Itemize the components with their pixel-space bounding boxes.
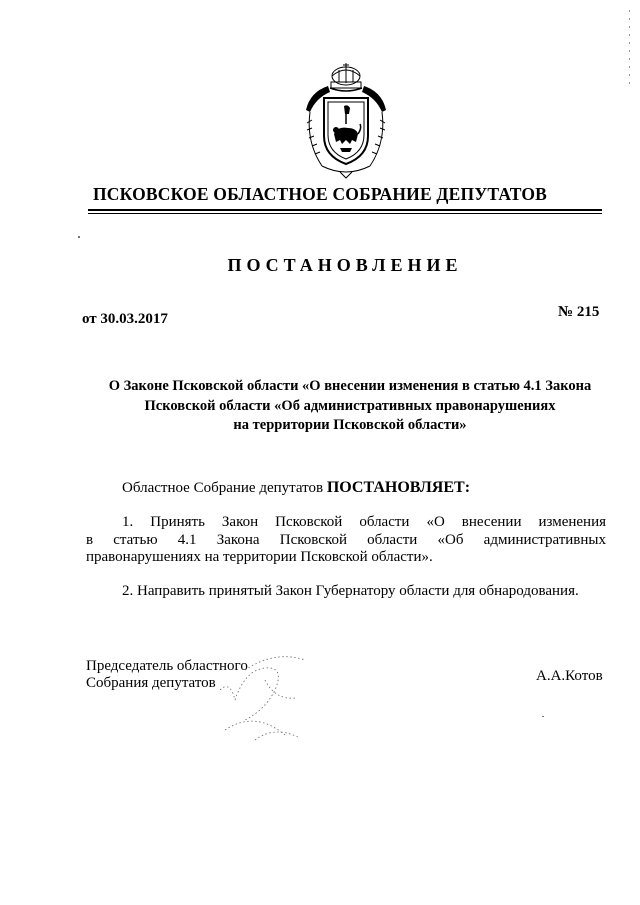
item-1-line-3: правонарушениях на территории Псковской области».: [86, 549, 433, 565]
coat-of-arms-icon: [300, 62, 392, 180]
signer-title-line: Председатель областного: [86, 658, 248, 674]
header-rule: [88, 209, 602, 211]
preamble-resolution: ПОСТАНОВЛЯЕТ:: [326, 479, 471, 496]
subject-line: О Законе Псковской области «О внесении изменения в статью 4.1 Закона: [108, 378, 592, 394]
document-date: от 30.03.2017: [82, 311, 168, 327]
subject-line: на территории Псковской области»: [233, 417, 467, 433]
document-number: № 215: [558, 304, 600, 320]
item-2: 2. Направить принятый Закон Губернатору области для обнародования.: [122, 583, 579, 599]
organization-title: ПСКОВСКОЕ ОБЛАСТНОЕ СОБРАНИЕ ДЕПУТАТОВ: [92, 184, 548, 204]
item-1-line-2: в статью 4.1 Закона Псковской области «Об административных: [86, 532, 606, 548]
document-type: ПОСТАНОВЛЕНИЕ: [227, 255, 463, 275]
signer-title-line: Собрания депутатов: [86, 675, 216, 691]
signature-icon: [205, 640, 315, 745]
preamble: [122, 479, 470, 497]
scan-edge-mark: [628, 10, 631, 90]
document-subject: [70, 377, 630, 436]
header-rule-thin: [88, 213, 602, 214]
scan-speck: [78, 236, 80, 238]
subject-line: Псковской области «Об административных правонарушениях: [144, 397, 556, 414]
scan-speck: [542, 716, 544, 717]
signer-name: А.А.Котов: [536, 668, 603, 684]
item-1-line-1: 1. Принять Закон Псковской области «О внесении изменения: [122, 514, 606, 530]
preamble-text: Областное Собрание депутатов: [122, 480, 327, 496]
